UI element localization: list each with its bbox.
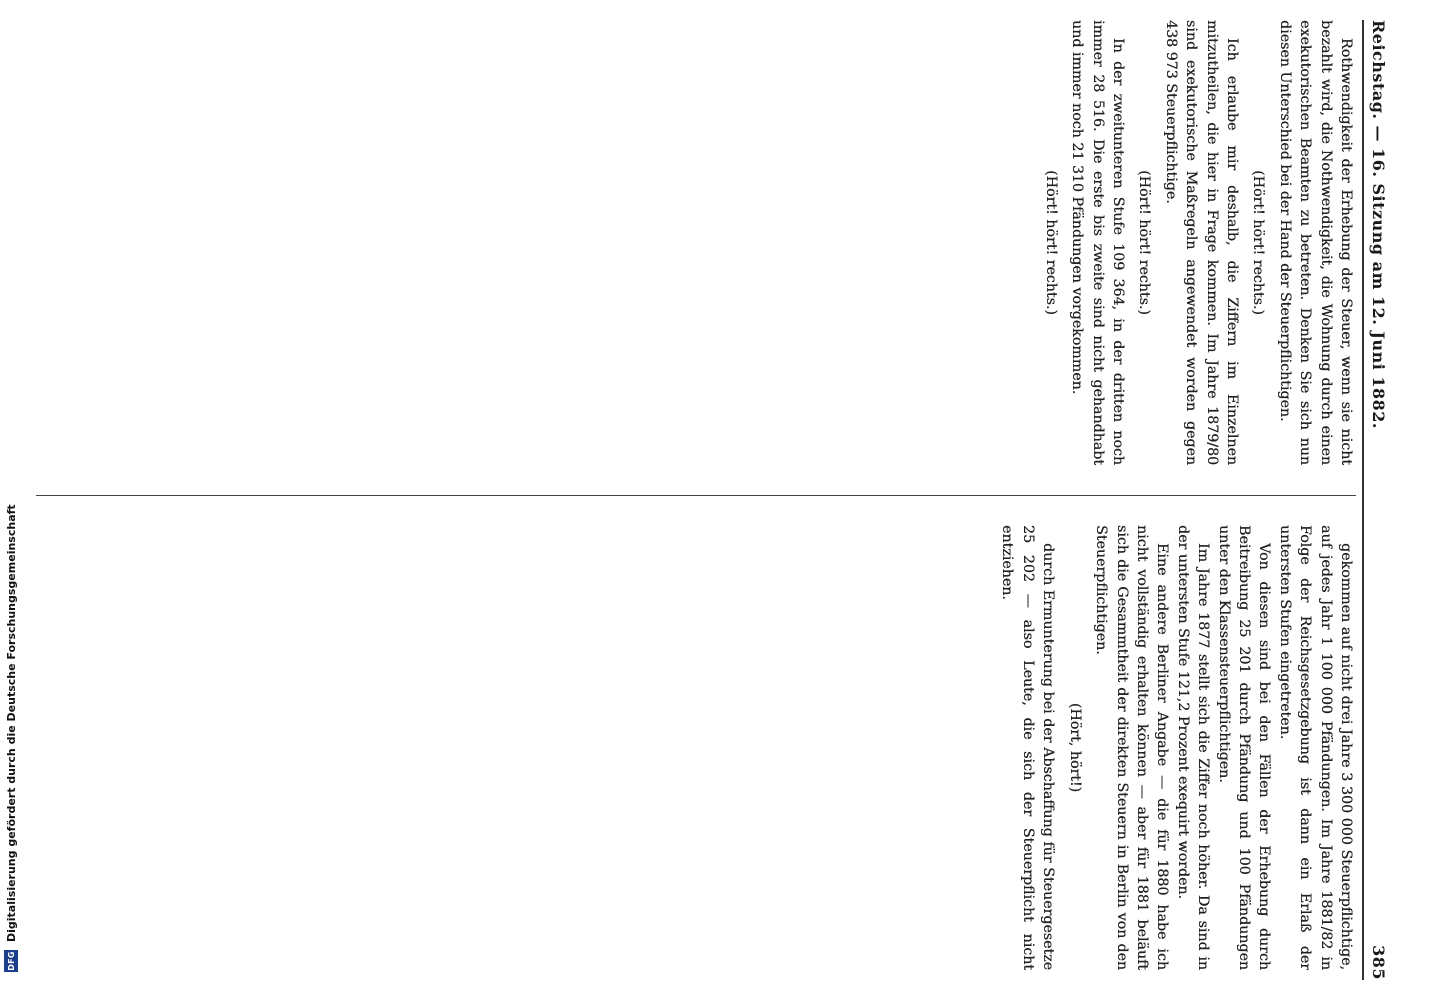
header-rule bbox=[1362, 20, 1364, 980]
paragraph: durch Ermunterung bei der Abschaffung für Steuergesetze 25 202 — also Leute, die sich der Steuerpflicht nicht entziehen. bbox=[999, 525, 1057, 970]
interjection: (Hört! hört! rechts.) bbox=[1042, 170, 1059, 315]
column-divider bbox=[36, 495, 1356, 496]
paragraph: gekommen auf nicht drei Jahre 3 300 000 Steuerpflichtige, auf jedes Jahr 1 100 000 Pfändungen. Im Jahre 1881/82 in Folge der Reichsgesetzgebung ist dann ein Erlaß der untersten Stufen eingetreten. bbox=[1276, 525, 1354, 970]
rotated-print-page bbox=[10, 0, 1400, 1000]
paragraph: Rothwendigkeit der Erhebung der Steuer, wenn sie nicht bezahlt wird, die Nothwendigkeit, die Wohnung durch einen exekutorischen Beamten zu betreten. Denken Sie sich nun diesen Unterschied bei der Hand der Steuerpflichtigen. bbox=[1276, 20, 1354, 465]
paragraph: Ich erlaube mir deshalb, die Ziffern im Einzelnen mitzutheilen, die hier in Frage kommen. Im Jahre 1879/80 sind exekutorische Maßregeln angewendet worden gegen 438 973 Steuerpflichtige. bbox=[1162, 20, 1240, 465]
left-column bbox=[36, 20, 1356, 465]
interjection: (Hört! hört! rechts.) bbox=[1136, 170, 1153, 315]
paragraph: Von diesen sind bei den Fällen der Erhebung durch Beitreibung 25 201 durch Pfändung und 100 Pfändungen unter den Klassensteuerpflichtigen. bbox=[1215, 525, 1273, 970]
right-column bbox=[36, 525, 1356, 970]
running-head-title: Reichstag. — 16. Sitzung am 12. Juni 1882. bbox=[1369, 20, 1389, 429]
credit-text: Digitalisierung gefördert durch die Deutsche Forschungsgemeinschaft bbox=[4, 504, 18, 942]
interjection: (Hört, hört!) bbox=[1066, 702, 1083, 793]
dfg-logo-icon: DFG bbox=[4, 950, 18, 972]
interjection: (Hört! hört! rechts.) bbox=[1250, 170, 1267, 315]
paragraph: In der zweitunteren Stufe 109 364, in der dritten noch immer 28 516. Die erste bis zweite sind nicht gehandhabt und immer noch 21 310 Pfändungen vorgekommen. bbox=[1069, 20, 1126, 465]
paragraph: Eine andere Berliner Angabe — die für 1880 habe ich nicht vollständig erhalten können — aber für 1881 beläuft sich die Gesammtheit der direkten Steuern in Berlin von den Steuerpflichtigen. bbox=[1093, 525, 1171, 970]
digitization-credit bbox=[0, 0, 22, 1000]
running-head bbox=[1366, 20, 1392, 980]
page-number: 385 bbox=[1369, 945, 1389, 980]
paragraph: Im Jahre 1877 stellt sich die Ziffer noch höher. Da sind in der untersten Stufe 121,2 Prozent exequirt worden. bbox=[1174, 525, 1212, 970]
